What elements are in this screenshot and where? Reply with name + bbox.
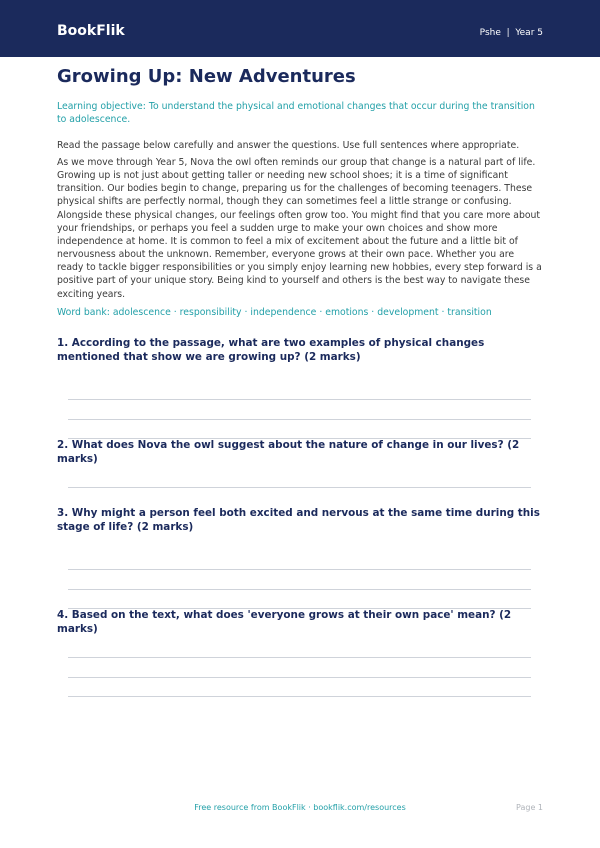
answer-line[interactable] (68, 696, 531, 697)
page-header (0, 0, 600, 57)
answer-line[interactable] (68, 657, 531, 658)
reading-passage: As we move through Year 5, Nova the owl often reminds our group that change is a natural part of life. Growing up is not just about getting taller or needing new school shoes; it is a time of significant transition. Our bodies begin to change, preparing us for the challenges of becoming teenagers. These physical shifts are perfectly normal, though they can sometimes feel a little strange or confusing. Alongside these physical changes, our feelings often grow too. You might find that you care more about your friendships, or perhaps you feel a sudden urge to make your own choices and show more independence at home. It is common to feel a mix of excitement about the future and a little bit of nervousness about the unknown. Remember, everyone grows at their own pace. Whether you are ready to tackle bigger responsibilities or you simply enjoy learning new hobbies, every step forward is a positive part of your unique story. Being kind to yourself and others is the best way to navigate these exciting years. (57, 157, 542, 300)
worksheet-title: Growing Up: New Adventures (57, 66, 356, 87)
answer-line[interactable] (68, 419, 531, 420)
brand-logo-text: BookFlik (57, 23, 125, 39)
subject-year-label: Pshe | Year 5 (479, 28, 543, 38)
instructions-text: Read the passage below carefully and answer the questions. Use full sentences where appropriate. (57, 140, 520, 151)
question-2: 2. What does Nova the owl suggest about the nature of change in our lives? (2 marks) (57, 439, 520, 465)
answer-line[interactable] (68, 677, 531, 678)
answer-line[interactable] (68, 569, 531, 570)
question-4: 4. Based on the text, what does 'everyone grows at their own pace' mean? (2 marks) (57, 609, 512, 635)
footer-credit: Free resource from BookFlik · bookflik.com/resources (194, 803, 406, 812)
answer-line[interactable] (68, 589, 531, 590)
learning-objective: Learning objective: To understand the physical and emotional changes that occur during the transition to adolescence. (57, 101, 535, 125)
page-number: Page 1 (516, 803, 543, 812)
question-3: 3. Why might a person feel both excited and nervous at the same time during this stage of life? (2 marks) (57, 507, 540, 533)
question-1: 1. According to the passage, what are two examples of physical changes mentioned that show we are growing up? (2 marks) (57, 337, 485, 363)
word-bank: Word bank: adolescence · responsibility · independence · emotions · development · transition (57, 307, 492, 318)
answer-line[interactable] (68, 399, 531, 400)
answer-line[interactable] (68, 487, 531, 488)
